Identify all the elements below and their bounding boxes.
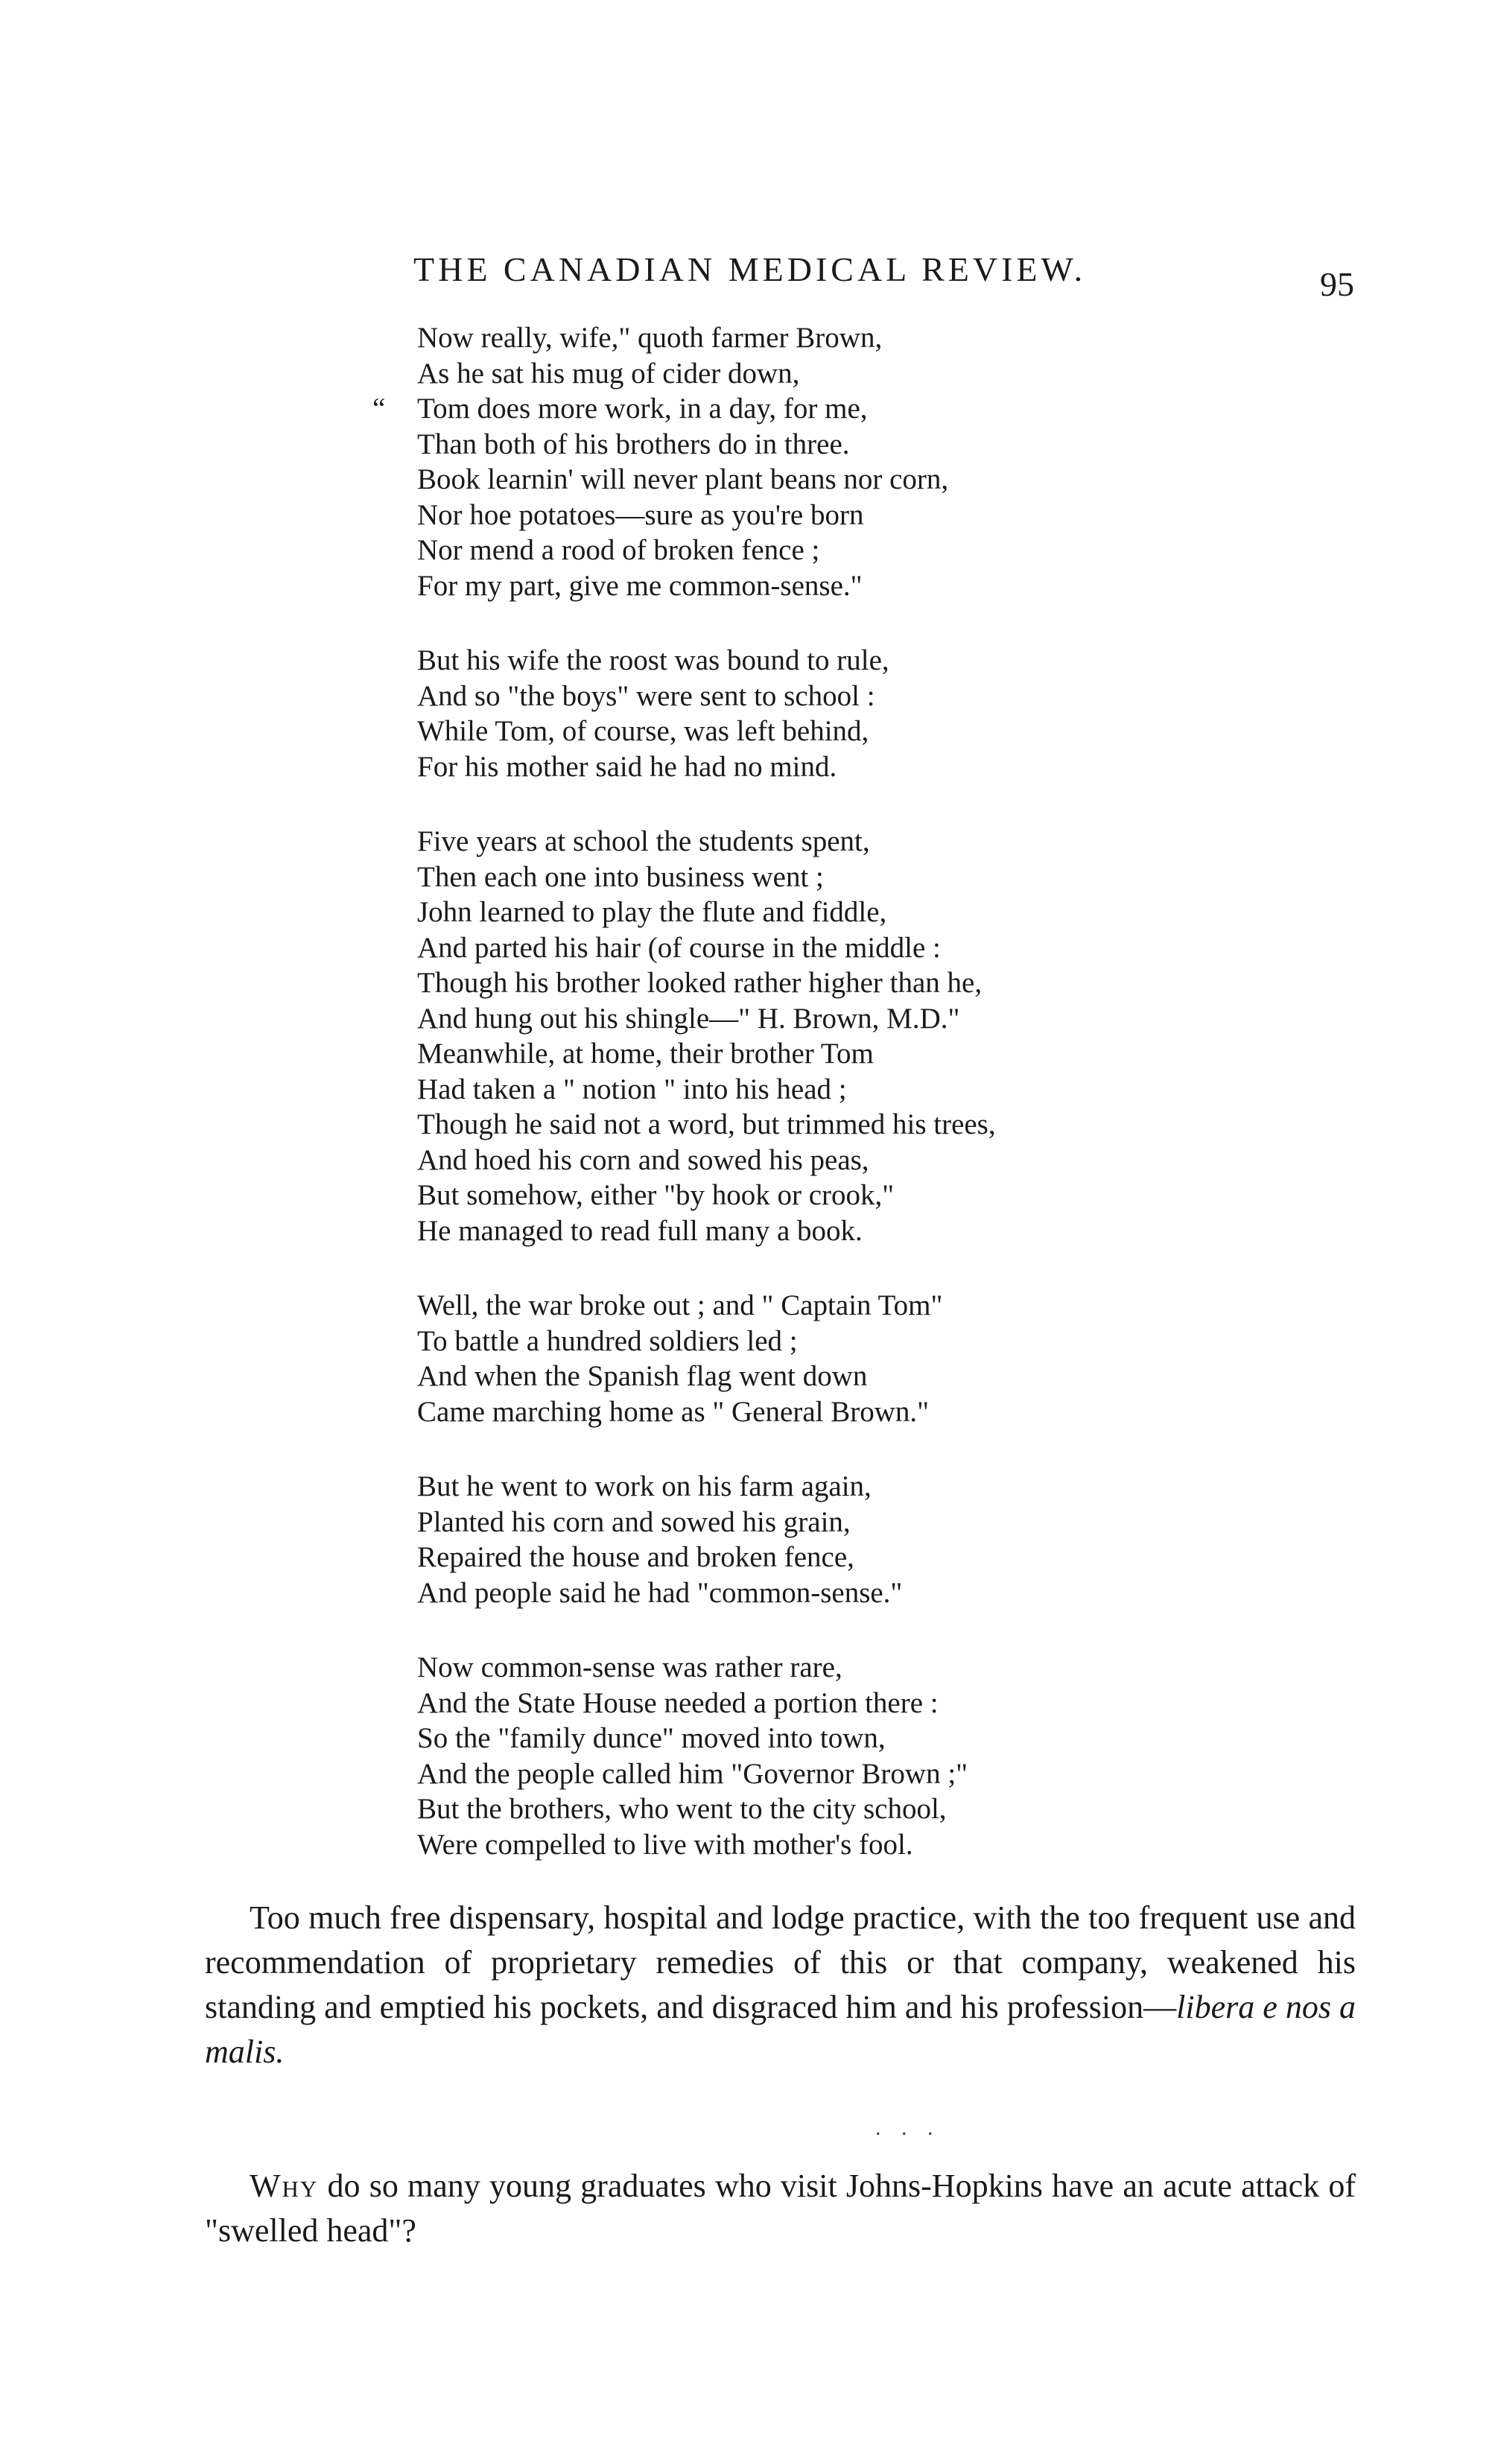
poem — [372, 320, 1311, 1902]
poem-line-text: Than both of his brothers do in three. — [417, 428, 850, 460]
poem-line: Planted his corn and sowed his grain, — [417, 1505, 851, 1538]
poem-line: But the brothers, who went to the city school, — [417, 1793, 947, 1825]
latin-phrase: libera e nos a malis. — [205, 1989, 1356, 2070]
poem-line — [417, 356, 1311, 392]
poem-line — [417, 568, 1311, 604]
poem-line-text: As he sat his mug of cider down, — [417, 357, 800, 390]
poem-line: And hoed his corn and sowed his peas, — [417, 1143, 869, 1176]
poem-line: So the "family dunce" moved into town, — [417, 1722, 886, 1754]
poem-line: But he went to work on his farm again, — [417, 1470, 872, 1502]
poem-line: But his wife the roost was bound to rule, — [417, 644, 889, 676]
paragraph-swelled-head — [205, 2164, 1356, 2253]
poem-line — [417, 320, 1311, 356]
poem-line: Five years at school the students spent, — [417, 825, 870, 857]
poem-line: Meanwhile, at home, their brother Tom — [417, 1038, 874, 1070]
poem-line — [417, 427, 1311, 463]
poem-stanza-1 — [372, 320, 1311, 603]
poem-line: Had taken a " notion " into his head ; — [417, 1073, 847, 1105]
paragraph-body — [205, 2164, 1356, 2253]
poem-line: Though he said not a word, but trimmed his trees, — [417, 1108, 996, 1140]
poem-line: And hung out his shingle—" H. Brown, M.D." — [417, 1002, 960, 1035]
paragraph-text: Too much free dispensary, hospital and lodge practice, with the too frequent use and recommendation of proprietary remedies of this or that company, weakened his standing and emptied his pockets, and disgraced him and his profession— — [205, 1899, 1356, 2025]
section-separator: . . . — [875, 2115, 941, 2140]
poem-line: Now common-sense was rather rare, — [417, 1651, 842, 1683]
poem-line: To battle a hundred soldiers led ; — [417, 1324, 798, 1357]
poem-line-text: Book learnin' will never plant beans nor corn, — [417, 463, 949, 495]
paragraph-dispensary — [205, 1896, 1356, 2074]
running-title: THE CANADIAN MEDICAL REVIEW. — [413, 250, 1087, 288]
poem-line-text: For my part, give me common-sense." — [417, 569, 863, 602]
poem-stanza-2 — [417, 643, 1311, 784]
poem-stanza-3 — [417, 824, 1311, 1248]
lead-word: Why — [250, 2168, 319, 2204]
poem-line: And the people called him "Governor Brown ;" — [417, 1757, 968, 1790]
poem-line: For his mother said he had no mind. — [417, 750, 837, 783]
page-number: 95 — [1320, 265, 1354, 303]
poem-line: Repaired the house and broken fence, — [417, 1541, 854, 1573]
poem-line: But somehow, either "by hook or crook," — [417, 1179, 895, 1211]
poem-line: Then each one into business went ; — [417, 860, 824, 893]
poem-stanza-5 — [417, 1469, 1311, 1610]
poem-stanza-4 — [417, 1288, 1311, 1429]
poem-line: John learned to play the flute and fiddle, — [417, 896, 887, 928]
poem-line: Came marching home as " General Brown." — [417, 1395, 930, 1428]
poem-line: Well, the war broke out ; and " Captain Tom" — [417, 1289, 943, 1321]
poem-line — [372, 391, 1311, 427]
poem-line: And parted his hair (of course in the middle : — [417, 931, 941, 964]
poem-line-text: Tom does more work, in a day, for me, — [417, 393, 868, 425]
poem-line — [417, 533, 1311, 568]
poem-line-text: Nor hoe potatoes—sure as you're born — [417, 498, 864, 531]
poem-line: While Tom, of course, was left behind, — [417, 715, 869, 747]
poem-line-text: Nor mend a rood of broken fence ; — [417, 534, 820, 566]
opening-quote-mark: “ — [372, 393, 386, 425]
paragraph-body — [205, 1896, 1356, 2074]
poem-line: And so "the boys" were sent to school : — [417, 679, 875, 712]
poem-line: And the State House needed a portion there : — [417, 1686, 939, 1719]
poem-line: He managed to read full many a book. — [417, 1214, 863, 1247]
poem-line: Though his brother looked rather higher than he, — [417, 967, 983, 999]
poem-line: Were compelled to live with mother's fool. — [417, 1828, 913, 1861]
poem-stanza-6 — [417, 1650, 1311, 1862]
poem-line — [417, 462, 1311, 498]
poem-line: And people said he had "common-sense." — [417, 1576, 903, 1609]
paragraph-text: do so many young graduates who visit Johns-Hopkins have an acute attack of "swelled head"? — [205, 2168, 1356, 2249]
poem-line — [417, 498, 1311, 533]
poem-line: And when the Spanish flag went down — [417, 1360, 868, 1392]
poem-line-text: Now really, wife," quoth farmer Brown, — [417, 322, 883, 354]
